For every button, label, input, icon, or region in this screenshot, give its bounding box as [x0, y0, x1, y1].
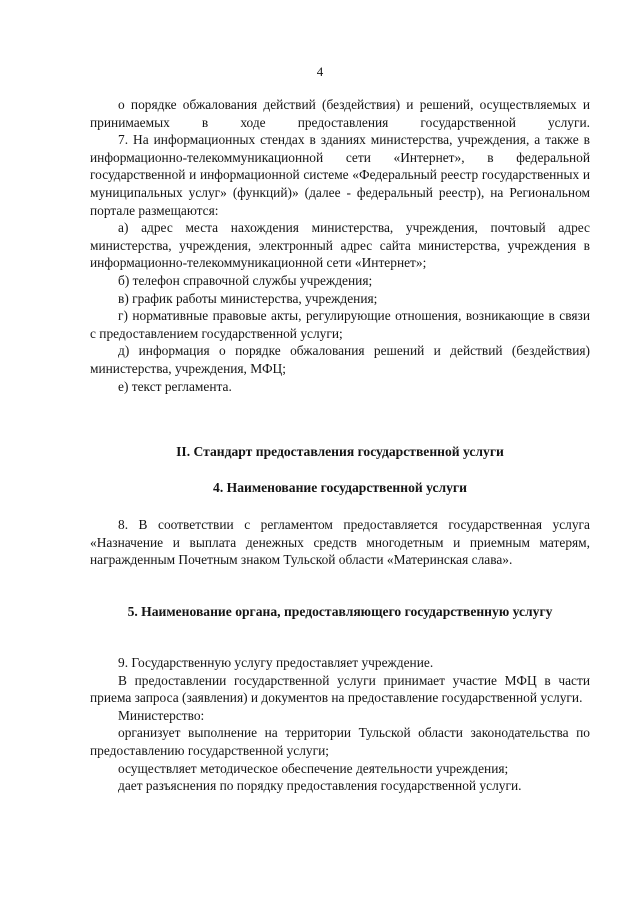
section-title: II. Стандарт предоставления государственной услуги	[176, 444, 504, 459]
paragraph: а) адрес места нахождения министерства, учреждения, почтовый адрес министерства, учреждения, электронный адрес сайта министерства, учреждения в информационно-телекоммуникационной сети «Интернет»;	[90, 220, 590, 271]
paragraph: осуществляет методическое обеспечение деятельности учреждения;	[118, 760, 509, 776]
paragraph: о порядке обжалования действий (бездействия) и решений, осуществляемых и принимаемых в ходе предоставления государственной услуги.	[90, 97, 590, 130]
paragraph: 7. На информационных стендах в зданиях министерства, учреждения, а также в информационно-телекоммуникационной сети «Интернет», в федеральной государственной и информационной системе «Федеральный реестр государственных и муниципальных услуг» (функций)» (далее - федеральный реестр), на Региональном портале размещаются:	[90, 132, 590, 218]
paragraph: дает разъяснения по порядку предоставления государственной услуги.	[118, 778, 522, 794]
subsection-heading-4	[90, 479, 590, 497]
subsection-title: 4. Наименование государственной услуги	[213, 480, 467, 495]
paragraph: в) график работы министерства, учреждения;	[118, 290, 378, 306]
paragraph: д) информация о порядке обжалования решений и действий (бездействия) министерства, учреждения, МФЦ;	[90, 343, 590, 376]
subsection-title: 5. Наименование органа, предоставляющего государственную услугу	[127, 604, 553, 619]
paragraph: 9. Государственную услугу предоставляет учреждение.	[118, 655, 434, 670]
section-heading	[90, 443, 590, 461]
text-block-3	[90, 654, 590, 795]
paragraph: б) телефон справочной службы учреждения;	[118, 272, 373, 288]
paragraph: Министерство:	[118, 707, 205, 723]
paragraph: г) нормативные правовые акты, регулирующие отношения, возникающие в связи с предоставлением государственной услуги;	[90, 308, 590, 341]
subsection-heading-5	[90, 603, 590, 621]
page-number: 4	[316, 64, 324, 79]
paragraph: В предоставлении государственной услуги принимает участие МФЦ в части приема запроса (заявления) и документов на предоставление государственной услуги.	[90, 672, 590, 706]
text-block-1	[90, 96, 590, 395]
paragraph: 8. В соответствии с регламентом предоставляется государственная услуга «Назначение и выплата денежных средств многодетным и приемным матерям, награжденным Почетным знаком Тульской области «Материнская слава».	[90, 517, 590, 568]
paragraph: е) текст регламента.	[118, 378, 232, 394]
text-block-2	[90, 516, 590, 569]
paragraph: организует выполнение на территории Тульской области законодательства по предоставлению государственной услуги;	[90, 725, 590, 758]
